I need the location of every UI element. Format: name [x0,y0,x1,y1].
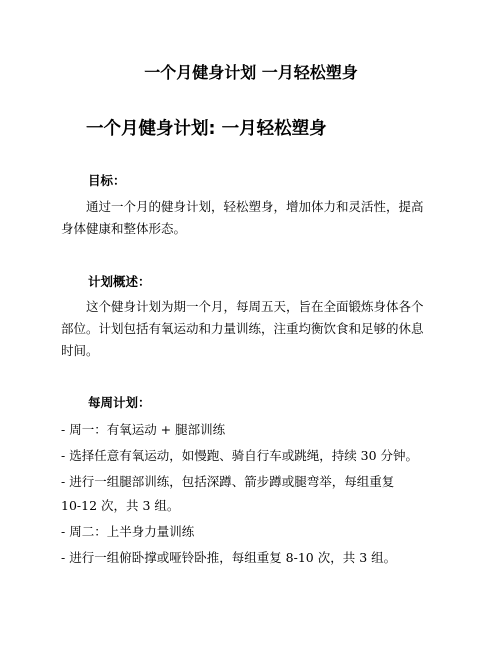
goal-heading: 目标： [88,173,126,188]
document-title: 一个月健身计划 一月轻松塑身 [144,63,358,82]
main-heading: 一个月健身计划: 一月轻松塑身 [86,119,327,139]
goal-line-1: 通过一个月的健身计划，轻松塑身，增加体力和灵活性，提高 [86,199,424,214]
weekly-heading: 每周计划： [88,395,151,410]
weekly-line-3: - 进行一组腿部训练，包括深蹲、箭步蹲或腿弯举，每组重复 [61,474,395,489]
overview-line-3: 时间。 [61,343,99,358]
weekly-line-1: - 周一：有氧运动 + 腿部训练 [61,422,226,437]
weekly-line-4: 10-12 次，共 3 组。 [61,498,180,513]
weekly-line-5: - 周二：上半身力量训练 [61,524,195,539]
overview-line-1: 这个健身计划为期一个月，每周五天，旨在全面锻炼身体各个 [86,299,424,314]
overview-heading: 计划概述： [88,274,151,289]
goal-line-2: 身体健康和整体形态。 [61,221,187,236]
weekly-line-2: - 选择任意有氧运动，如慢跑、骑自行车或跳绳，持续 30 分钟。 [61,448,419,463]
overview-line-2: 部位。计划包括有氧运动和力量训练，注重均衡饮食和足够的休息 [61,321,424,336]
weekly-line-6: - 进行一组俯卧撑或哑铃卧推，每组重复 8-10 次，共 3 组。 [61,550,397,565]
